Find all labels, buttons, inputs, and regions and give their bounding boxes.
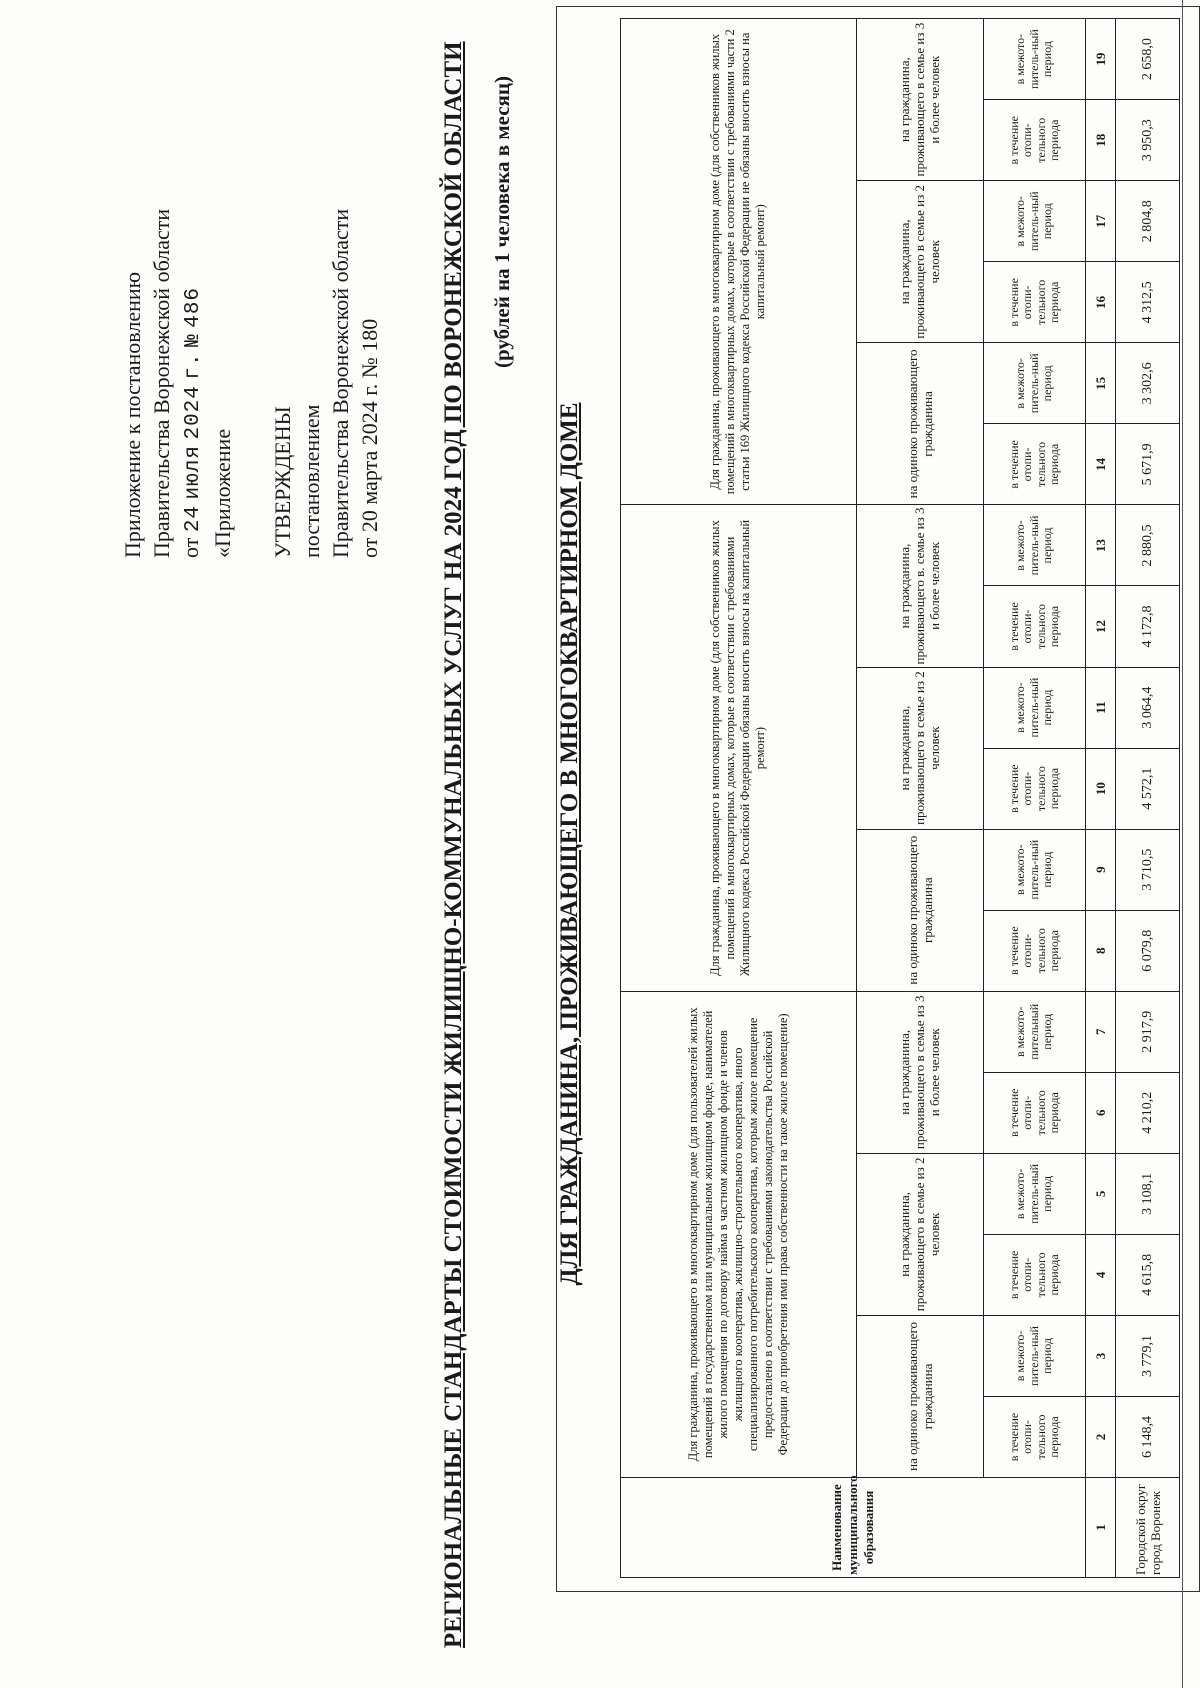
column-number: 11 <box>1086 667 1116 748</box>
value-cell: 3 302,6 <box>1116 343 1180 424</box>
approved-line-3: Правительства Воронежской области <box>328 208 353 558</box>
header-line-4: «Приложение <box>210 428 235 558</box>
period-header: в течение отопи-тельного периода <box>984 910 1086 991</box>
bottom-rule <box>1182 0 1183 1688</box>
value-cell: 3 710,5 <box>1116 829 1180 910</box>
header-line-2: Правительства Воронежской области <box>149 208 174 558</box>
approved-block <box>268 98 384 558</box>
column-number: 15 <box>1086 343 1116 424</box>
group-header-1: Для гражданина, проживающего в многоквартирном доме (для пользователей жилых помещений в государственном или муниципальном жилищном фонде, нанимателей жилого помещения по договору найма в частном жилищном фонде и членов жилищного кооператива, жилищно-строительного кооператива, иного специализированного потребительского кооператива, которым жилое помещение предоставлено в соответствии с требованиями законодательства Российской Федерации до приобретения ими права собственности на такое жилое помещение) <box>621 991 857 1477</box>
value-cell: 2 658,0 <box>1116 19 1180 100</box>
table-subgroup-row <box>856 19 983 1578</box>
value-cell: 4 615,8 <box>1116 1234 1180 1315</box>
period-header: в течение отопи-тельного периода <box>984 748 1086 829</box>
section-title: ДЛЯ ГРАЖДАНИНА, ПРОЖИВАЮЩЕГО В МНОГОКВАРТИРНОМ ДОМЕ <box>556 402 583 1286</box>
table-period-row <box>984 19 1086 1578</box>
standards-table-grid <box>620 18 1180 1578</box>
subgroup-header: на гражданина, проживающего в семье из 2 человек <box>856 181 983 343</box>
value-cell: 2 880,5 <box>1116 505 1180 586</box>
header-line-1: Приложение к постановлению <box>120 271 145 558</box>
period-header: в межото-питель-ный период <box>984 181 1086 262</box>
period-header: в течение отопи-тельного периода <box>984 1234 1086 1315</box>
period-header: в межото-питель-ный период <box>984 667 1086 748</box>
column-number: 8 <box>1086 910 1116 991</box>
value-cell: 4 572,1 <box>1116 748 1180 829</box>
column-number: 13 <box>1086 505 1116 586</box>
period-header: в течение отопи-тельного периода <box>984 424 1086 505</box>
column-number: 18 <box>1086 100 1116 181</box>
value-cell: 2 804,8 <box>1116 181 1180 262</box>
period-header: в течение отопи-тельного периода <box>984 100 1086 181</box>
column-number: 16 <box>1086 262 1116 343</box>
subgroup-header: на гражданина, проживающего в семье из 3 и более человек <box>856 19 983 181</box>
value-cell: 3 064,4 <box>1116 667 1180 748</box>
units-note: (рублей на 1 человека в месяц) <box>490 75 514 368</box>
column-number: 2 <box>1086 1396 1116 1477</box>
value-cell: 3 779,1 <box>1116 1315 1180 1396</box>
value-cell: 4 312,5 <box>1116 262 1180 343</box>
period-header: в течение отопи-тельного периода <box>984 1396 1086 1477</box>
table-group-row <box>621 19 857 1578</box>
column-number: 14 <box>1086 424 1116 505</box>
column-number: 1 <box>1086 1478 1116 1578</box>
period-header: в межото-питель-ный период <box>984 343 1086 424</box>
column-number: 5 <box>1086 1153 1116 1234</box>
header-number-sign: № <box>182 333 205 347</box>
subgroup-header: на гражданина, проживающего в семье из 3 и более человек <box>856 991 983 1153</box>
municipality-name: Городской округ город Воронеж <box>1116 1478 1180 1578</box>
column-number: 4 <box>1086 1234 1116 1315</box>
period-header: в межото-питель-ный период <box>984 19 1086 100</box>
value-cell: 6 148,4 <box>1116 1396 1180 1477</box>
column-number: 6 <box>1086 1072 1116 1153</box>
value-cell: 6 079,8 <box>1116 910 1180 991</box>
table-row <box>1116 19 1180 1578</box>
period-header: в межото-питель-ный период <box>984 1153 1086 1234</box>
period-header: в межото-пительный период <box>984 991 1086 1072</box>
subgroup-header: на гражданина, проживающего в семье из 2 человек <box>856 1153 983 1315</box>
header-date-day: 24 <box>182 504 205 533</box>
value-cell: 4 172,8 <box>1116 586 1180 667</box>
subgroup-header: на гражданина, проживающего в семье из 2 человек <box>856 667 983 829</box>
group-header-3: Для гражданина, проживающего в многоквартирном доме (для собственников жилых помещений в многоквартирных домах, которые в соответствии с требованиями части 2 статьи 169 Жилищного кодекса Российской Федерации не обязаны вносить взносы на капитальный ремонт) <box>621 19 857 505</box>
main-title: РЕГИОНАЛЬНЫЕ СТАНДАРТЫ СТОИМОСТИ ЖИЛИЩНО-КОММУНАЛЬНЫХ УСЛУГ НА 2024 ГОД ПО ВОРОНЕЖСКОЙ ОБЛАСТИ <box>440 41 467 1648</box>
standards-table <box>620 18 1180 1578</box>
column-number-row <box>1086 19 1116 1578</box>
column-number: 9 <box>1086 829 1116 910</box>
column-number: 10 <box>1086 748 1116 829</box>
value-cell: 3 108,1 <box>1116 1153 1180 1234</box>
period-header: в течение отопи-тельного периода <box>984 1072 1086 1153</box>
value-cell: 2 917,9 <box>1116 991 1180 1072</box>
value-cell: 4 210,2 <box>1116 1072 1180 1153</box>
approved-line-1: УТВЕРЖДЕНЫ <box>270 406 295 558</box>
header-date-prefix: от <box>178 537 203 558</box>
period-header: в межото-питель-ный период <box>984 829 1086 910</box>
period-header: в межото-питель-ный период <box>984 505 1086 586</box>
period-header: в течение отопи-тельного периода <box>984 586 1086 667</box>
approved-line-2: постановлением <box>299 404 324 558</box>
subgroup-header: на гражданина, проживающего в. семье из 3 и более человек <box>856 505 983 667</box>
header-number: 486 <box>182 286 205 328</box>
subgroup-header: на одиноко проживающего гражданина <box>856 1315 983 1477</box>
group-header-2: Для гражданина, проживающего в многоквартирном доме (для собственников жилых помещений в многоквартирных домах, которые в соответствии с требованиями Жилищного кодекса Российской Федерации обязаны вносить взносы на капитальный ремонт) <box>621 505 857 991</box>
header-date-month: июля <box>182 445 205 500</box>
header-date-year: 2024 <box>182 385 205 440</box>
column-number: 17 <box>1086 181 1116 262</box>
column-number: 3 <box>1086 1315 1116 1396</box>
column-number: 7 <box>1086 991 1116 1072</box>
header-line-3 <box>176 98 208 558</box>
header-date-g: г. <box>182 352 205 380</box>
period-header: в межото-питель-ный период <box>984 1315 1086 1396</box>
column-number: 19 <box>1086 19 1116 100</box>
subgroup-header: на одиноко проживающего гражданина <box>856 829 983 991</box>
name-column-header: Наименование муниципального образования <box>621 1478 1086 1578</box>
column-number: 12 <box>1086 586 1116 667</box>
approved-line-4: от 20 марта 2024 г. № 180 <box>357 318 382 558</box>
value-cell: 3 950,3 <box>1116 100 1180 181</box>
appendix-header <box>118 98 237 558</box>
period-header: в течение отопи-тельного периода <box>984 262 1086 343</box>
value-cell: 5 671,9 <box>1116 424 1180 505</box>
subgroup-header: на одиноко проживающего гражданина <box>856 343 983 505</box>
